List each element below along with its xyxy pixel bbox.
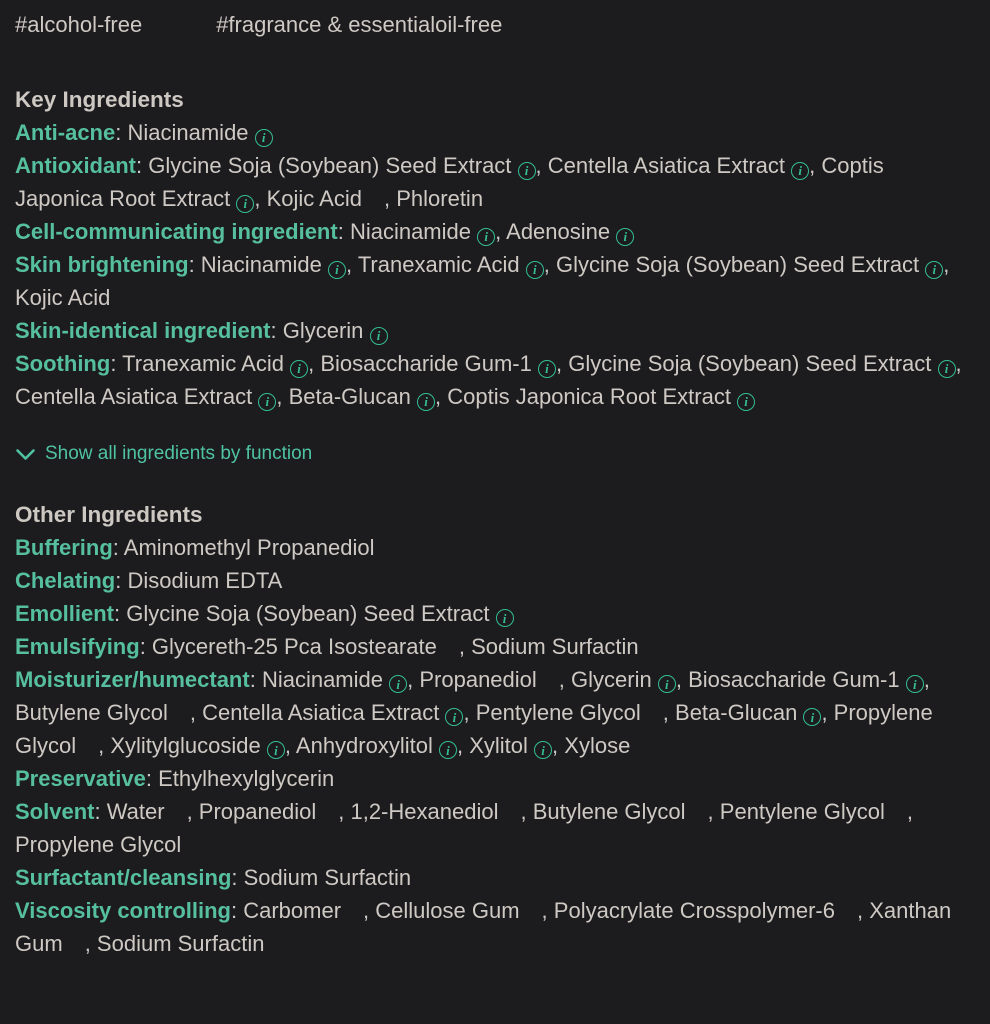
ingredient-function-row: Emulsifying: Glycereth-25 Pca Isostearate , Sodium Surfactin xyxy=(15,633,639,659)
hidden-icon-gap xyxy=(686,818,708,819)
info-icon[interactable]: i xyxy=(290,360,308,378)
info-icon[interactable]: i xyxy=(477,228,495,246)
function-label[interactable]: Emollient xyxy=(15,600,115,626)
hidden-icon-gap xyxy=(76,752,98,753)
ingredient-link[interactable]: Carbomer xyxy=(243,897,342,923)
hashtag-fragrance-free[interactable]: #fragrance & essentialoil-free xyxy=(216,12,503,37)
ingredient-link[interactable]: Centella Asiatica Extract xyxy=(202,699,440,725)
ingredient-link[interactable]: Cellulose Gum xyxy=(375,897,520,923)
info-icon[interactable]: i xyxy=(518,162,536,180)
function-label[interactable]: Preservative xyxy=(15,765,146,791)
ingredient-link[interactable]: Phloretin xyxy=(396,186,484,211)
hidden-icon-gap xyxy=(63,950,85,951)
ingredient-function-row: Moisturizer/humectant: Niacinamide i , Propanediol , Glycerin i , Biosaccharide Gum-1 i , Butylene Glycol , Centella Asiatica Extract i , Pentylene Glycol , Beta-Glucan i , Propylene Glycol , Xylitylglucoside i , Anhydroxylitol i , Xylitol i , Xylose xyxy=(15,666,933,758)
ingredient-function-row: Skin-identical ingredient: Glycerin i xyxy=(15,314,975,347)
function-label[interactable]: Anti-acne xyxy=(15,120,116,145)
info-icon[interactable]: i xyxy=(658,675,676,693)
ingredient-function-row: Skin brightening: Niacinamide i , Tranexamic Acid i , Glycine Soja (Soybean) Seed Extract i , Kojic Acid xyxy=(15,252,950,310)
hidden-icon-gap xyxy=(362,205,384,206)
other-ingredients-list xyxy=(15,531,975,960)
ingredient-link[interactable]: Niacinamide xyxy=(200,252,322,277)
ingredient-link[interactable]: Sodium Surfactin xyxy=(471,633,639,659)
info-icon[interactable]: i xyxy=(526,261,544,279)
ingredient-link[interactable]: Kojic Acid xyxy=(15,285,111,310)
other-ingredients-title: Other Ingredients xyxy=(15,501,203,527)
ingredient-link[interactable]: Ethylhexylglycerin xyxy=(158,765,335,791)
ingredient-link[interactable]: Coptis Japonica Root Extract xyxy=(447,384,731,409)
info-icon[interactable]: i xyxy=(236,195,254,213)
hidden-icon-gap xyxy=(437,653,459,654)
function-label[interactable]: Emulsifying xyxy=(15,633,140,659)
function-label[interactable]: Viscosity controlling xyxy=(15,897,231,923)
hidden-icon-gap xyxy=(520,917,542,918)
info-icon[interactable]: i xyxy=(389,675,407,693)
hidden-icon-gap xyxy=(835,917,857,918)
hidden-icon-gap xyxy=(641,719,663,720)
info-icon[interactable]: i xyxy=(938,360,956,378)
info-icon[interactable]: i xyxy=(534,741,552,759)
hidden-icon-gap xyxy=(498,818,520,819)
function-label[interactable]: Solvent xyxy=(15,798,95,824)
ingredient-link[interactable]: Glycine Soja (Soybean) Seed Extract xyxy=(555,252,920,277)
info-icon[interactable]: i xyxy=(538,360,556,378)
ingredient-link[interactable]: Beta-Glucan xyxy=(675,699,798,725)
info-icon[interactable]: i xyxy=(496,609,514,627)
ingredient-link[interactable]: Glycerin xyxy=(571,666,652,692)
ingredient-link[interactable]: Niacinamide xyxy=(261,666,383,692)
function-label[interactable]: Skin brightening xyxy=(15,252,189,277)
ingredient-function-row: Buffering: Aminomethyl Propanediol xyxy=(15,534,375,560)
ingredient-function-row: Preservative: Ethylhexylglycerin xyxy=(15,765,335,791)
ingredient-link[interactable]: Propanediol xyxy=(198,798,317,824)
ingredient-link[interactable]: Pentylene Glycol xyxy=(719,798,885,824)
hidden-icon-gap xyxy=(165,818,187,819)
ingredient-link[interactable]: Xylitylglucoside xyxy=(110,732,261,758)
ingredient-link[interactable]: Centella Asiatica Extract xyxy=(15,384,253,409)
hashtag-row xyxy=(15,8,975,41)
ingredient-function-row: Chelating: Disodium EDTA xyxy=(15,567,283,593)
info-icon[interactable]: i xyxy=(267,741,285,759)
hidden-icon-gap xyxy=(341,917,363,918)
ingredient-link[interactable]: Niacinamide xyxy=(127,120,249,145)
ingredient-link[interactable]: Glycerin xyxy=(282,318,364,343)
info-icon[interactable]: i xyxy=(417,393,435,411)
ingredient-link[interactable]: Biosaccharide Gum-1 xyxy=(688,666,900,692)
ingredient-link[interactable]: Xanthan Gum xyxy=(15,897,952,956)
function-label[interactable]: Buffering xyxy=(15,534,113,560)
ingredient-link[interactable]: Sodium Surfactin xyxy=(96,930,265,956)
ingredient-link[interactable]: Tranexamic Acid xyxy=(122,351,284,376)
hashtag-alcohol-free[interactable]: #alcohol-free xyxy=(15,12,143,37)
function-label[interactable]: Skin-identical ingredient xyxy=(15,318,271,343)
function-label[interactable]: Cell-communicating ingredient xyxy=(15,219,338,244)
key-ingredients-title: Key Ingredients xyxy=(15,87,184,112)
show-all-ingredients-link[interactable] xyxy=(15,441,312,467)
function-label[interactable]: Surfactant/cleansing xyxy=(15,864,232,890)
ingredient-link[interactable]: Glycereth-25 Pca Isostearate xyxy=(151,633,437,659)
ingredient-link[interactable]: Water xyxy=(106,798,165,824)
ingredient-link[interactable]: Anhydroxylitol xyxy=(295,732,433,758)
ingredient-link[interactable]: Kojic Acid xyxy=(266,186,362,211)
ingredient-link[interactable]: Beta-Glucan xyxy=(288,384,411,409)
ingredient-link[interactable]: Xylitol xyxy=(469,732,528,758)
ingredient-function-row: Antioxidant: Glycine Soja (Soybean) Seed Extract i , Centella Asiatica Extract i , Coptis Japonica Root Extract i , Kojic Acid , Phloretin xyxy=(15,153,884,211)
ingredient-link[interactable]: Disodium EDTA xyxy=(127,567,283,593)
hidden-icon-gap xyxy=(537,686,559,687)
function-label[interactable]: Moisturizer/humectant xyxy=(15,666,250,692)
ingredient-link[interactable]: Centella Asiatica Extract xyxy=(547,153,786,178)
info-icon[interactable]: i xyxy=(803,708,821,726)
ingredient-link[interactable]: Glycine Soja (Soybean) Seed Extract xyxy=(568,351,932,376)
hidden-icon-gap xyxy=(168,719,190,720)
ingredient-link[interactable]: Niacinamide xyxy=(349,219,471,244)
hidden-icon-gap xyxy=(316,818,338,819)
info-icon[interactable]: i xyxy=(445,708,463,726)
ingredient-function-row: Solvent: Water , Propanediol , 1,2-Hexanediol , Butylene Glycol , Pentylene Glycol , Propylene Glycol xyxy=(15,798,913,857)
ingredient-link[interactable]: Propylene Glycol xyxy=(15,699,933,758)
ingredient-link[interactable]: 1,2-Hexanediol xyxy=(350,798,499,824)
hidden-icon-gap xyxy=(885,818,907,819)
ingredient-link[interactable]: Pentylene Glycol xyxy=(475,699,641,725)
ingredient-link[interactable]: Propylene Glycol xyxy=(15,831,182,857)
key-ingredients-list xyxy=(15,116,975,413)
info-icon[interactable]: i xyxy=(616,228,634,246)
show-all-label: Show all ingredients by function xyxy=(45,443,313,464)
ingredient-link[interactable]: Xylose xyxy=(564,732,631,758)
ingredient-function-row: Soothing: Tranexamic Acid i , Biosaccharide Gum-1 i , Glycine Soja (Soybean) Seed Extract i , Centella Asiatica Extract i , Beta-Glucan i , Coptis Japonica Root Extract i xyxy=(15,351,962,409)
ingredient-link[interactable]: Biosaccharide Gum-1 xyxy=(320,351,532,376)
info-icon[interactable]: i xyxy=(258,393,276,411)
ingredient-link[interactable]: Aminomethyl Propanediol xyxy=(123,534,375,560)
ingredient-link[interactable]: Sodium Surfactin xyxy=(243,864,412,890)
info-icon[interactable]: i xyxy=(906,675,924,693)
chevron-down-icon xyxy=(15,447,36,462)
function-label[interactable]: Soothing xyxy=(15,351,111,376)
ingredient-function-row: Surfactant/cleansing: Sodium Surfactin xyxy=(15,864,412,890)
info-icon[interactable]: i xyxy=(370,327,388,345)
ingredient-function-row: Anti-acne: Niacinamide i xyxy=(15,116,975,149)
ingredient-link[interactable]: Polyacrylate Crosspolymer-6 xyxy=(553,897,835,923)
info-icon[interactable]: i xyxy=(737,393,755,411)
info-icon[interactable]: i xyxy=(439,741,457,759)
function-label[interactable]: Chelating xyxy=(15,567,116,593)
ingredient-function-row: Emollient: Glycine Soja (Soybean) Seed Extract i xyxy=(15,597,975,630)
ingredient-link[interactable]: Coptis Japonica Root Extract xyxy=(15,153,884,211)
ingredient-link[interactable]: Propanediol xyxy=(419,666,537,692)
info-icon[interactable]: i xyxy=(328,261,346,279)
ingredient-function-row: Viscosity controlling: Carbomer , Cellulose Gum , Polyacrylate Crosspolymer-6 , Xanthan Gum , Sodium Surfactin xyxy=(15,897,952,956)
ingredient-link[interactable]: Tranexamic Acid xyxy=(357,252,520,277)
info-icon[interactable]: i xyxy=(255,129,273,147)
ingredient-link[interactable]: Butylene Glycol xyxy=(532,798,686,824)
function-label[interactable]: Antioxidant xyxy=(15,153,136,178)
ingredient-function-row: Cell-communicating ingredient: Niacinamide i , Adenosine i xyxy=(15,215,975,248)
info-icon[interactable]: i xyxy=(791,162,809,180)
info-icon[interactable]: i xyxy=(925,261,943,279)
ingredient-link[interactable]: Glycine Soja (Soybean) Seed Extract xyxy=(126,600,490,626)
ingredient-link[interactable]: Adenosine xyxy=(506,219,611,244)
ingredient-link[interactable]: Butylene Glycol xyxy=(15,699,168,725)
ingredient-link[interactable]: Glycine Soja (Soybean) Seed Extract xyxy=(148,153,512,178)
